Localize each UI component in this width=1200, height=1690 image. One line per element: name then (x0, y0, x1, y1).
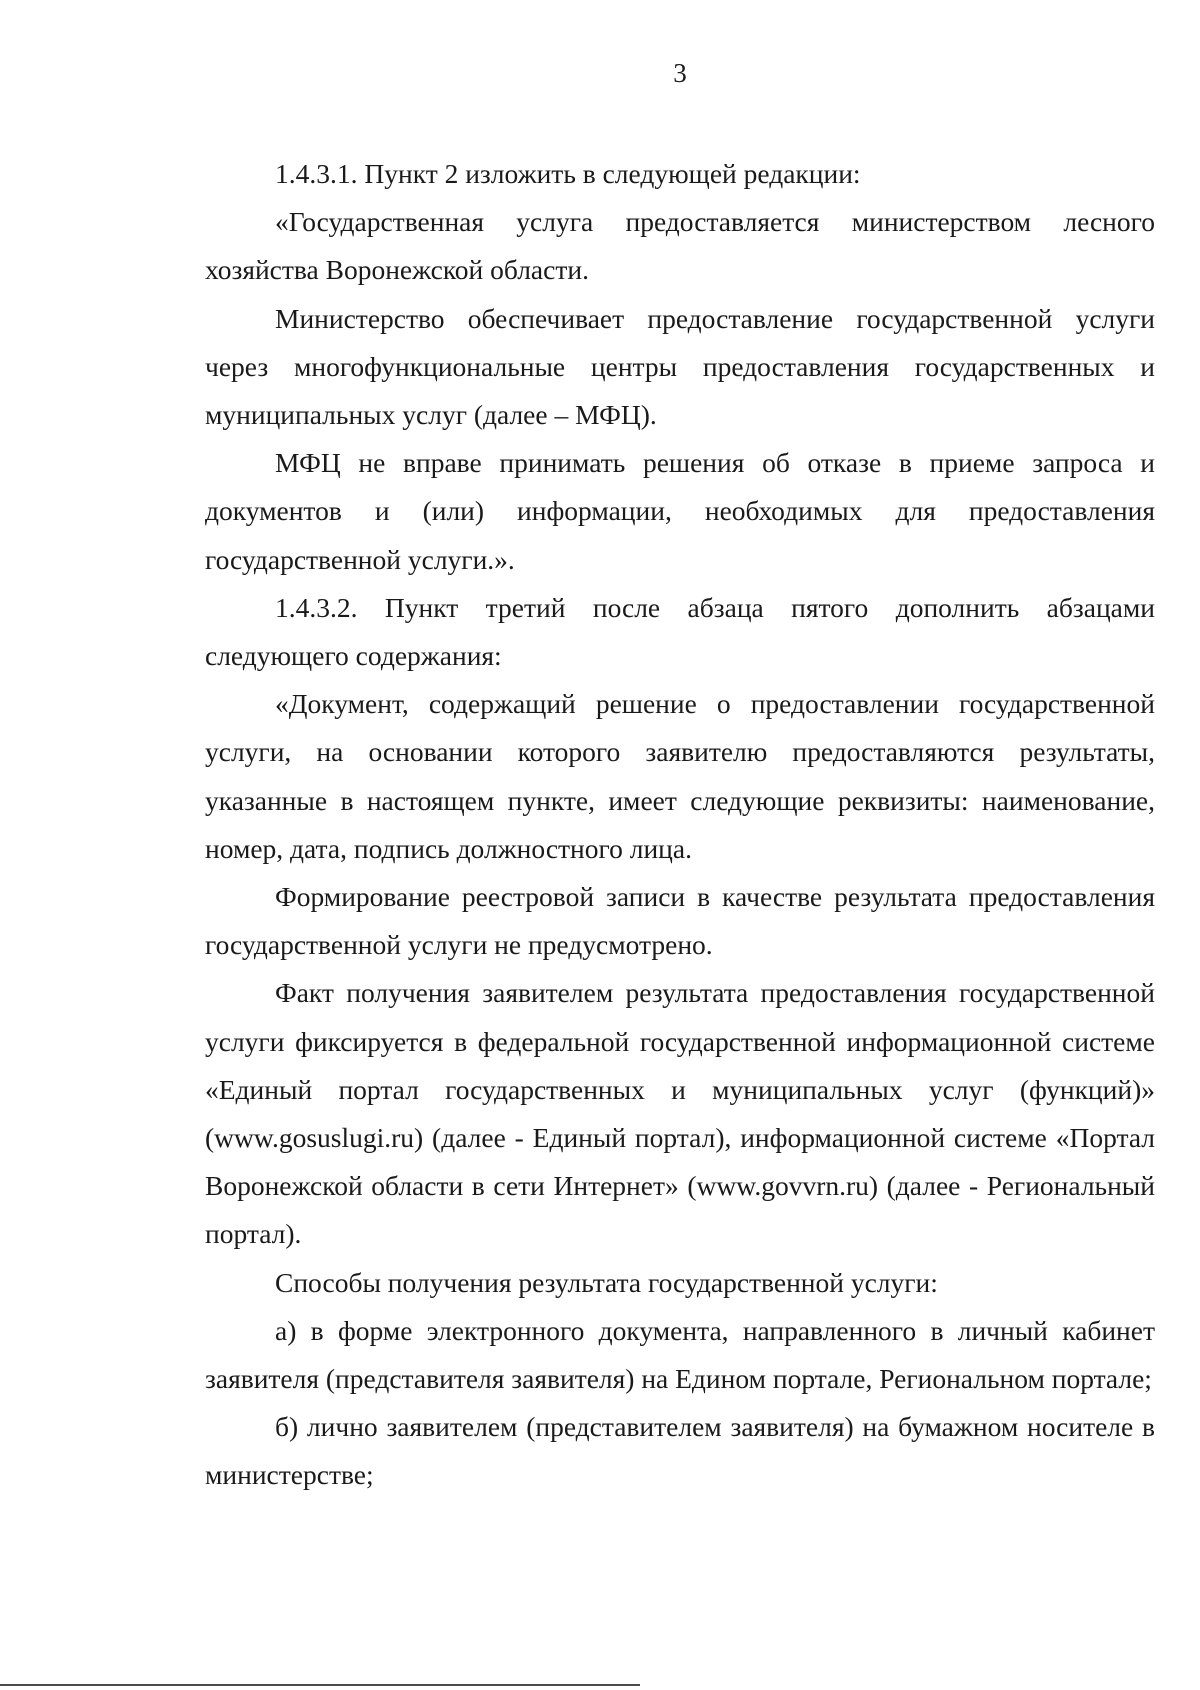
paragraph-result-fixation: Факт получения заявителем результата предоставления государственной услуги фиксируется в федеральной государственной информационной системе «Единый портал государственных и муниципальных услуг (функций)» (www.gosuslugi.ru) (далее - Единый портал), информационной системе «Портал Воронежской области в сети Интернет» (www.govvrn.ru) (далее - Региональный портал). (205, 977, 1155, 1250)
paragraph-method-a: а) в форме электронного документа, направленного в личный кабинет заявителя (представителя заявителя) на Едином портале, Региональном портале; (205, 1314, 1155, 1395)
paragraph-1-4-3-2: 1.4.3.2. Пункт третий после абзаца пятого дополнить абзацами следующего содержания: (205, 591, 1155, 672)
paragraph-mfc-refusal: МФЦ не вправе принимать решения об отказе в приеме запроса и документов и (или) информации, необходимых для предоставления государственной услуги.». (205, 447, 1155, 575)
paragraph-service-provider: «Государственная услуга предоставляется министерством лесного хозяйства Воронежской области. (205, 206, 1155, 286)
bottom-scan-edge (0, 1684, 640, 1686)
document-body (205, 150, 1155, 1500)
paragraph-document-details: «Документ, содержащий решение о предоставлении государственной услуги, на основании которого заявителю предоставляются результаты, указанные в настоящем пункте, имеет следующие реквизиты: наименование, номер, дата, подпись должностного лица. (205, 688, 1155, 864)
paragraph-result-methods: Способы получения результата государственной услуги: (275, 1266, 938, 1298)
paragraph-method-b: б) лично заявителем (представителем заявителя) на бумажном носителе в министерстве; (205, 1411, 1155, 1491)
paragraph-mfc-provision: Министерство обеспечивает предоставление государственной услуги через многофункциональные центры предоставления государственных и муниципальных услуг (далее – МФЦ). (205, 302, 1155, 431)
paragraph-1-4-3-1: 1.4.3.1. Пункт 2 изложить в следующей редакции: (275, 158, 861, 189)
paragraph-registry-record: Формирование реестровой записи в качестве результата предоставления государственной услуги не предусмотрено. (205, 881, 1155, 961)
page-number: 3 (673, 58, 687, 88)
